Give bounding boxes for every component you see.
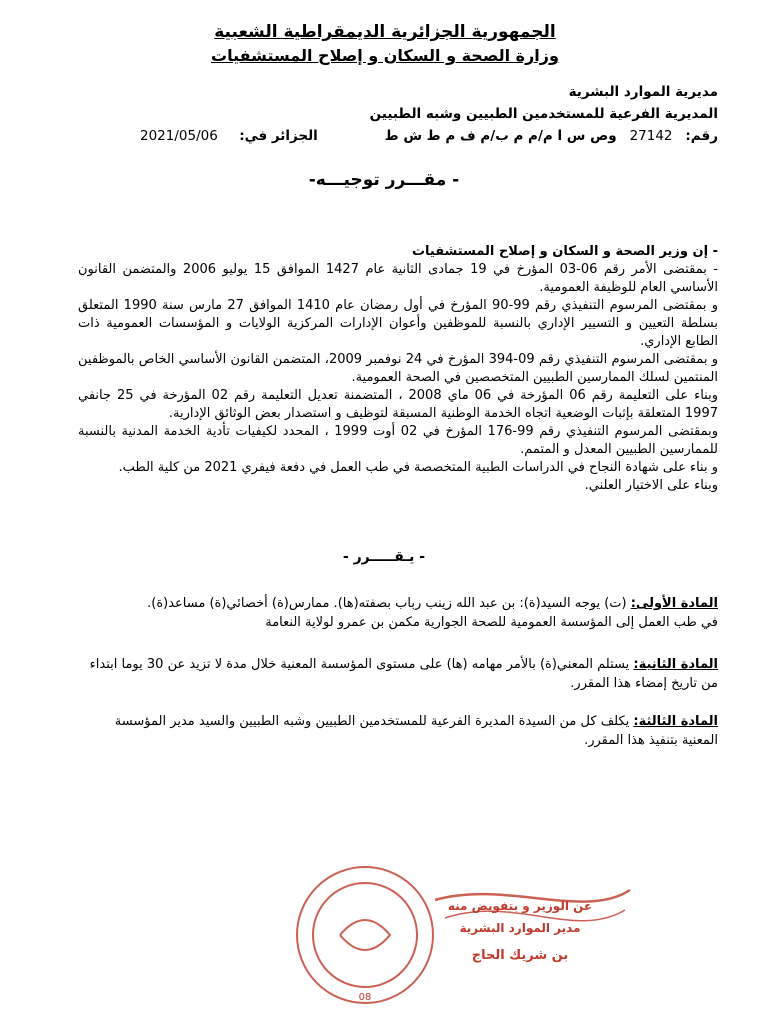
signature-line-2: مدير الموارد البشرية xyxy=(459,921,581,935)
signature-line-1: عن الوزير و بتفويض منه xyxy=(447,899,593,913)
sub-directorate-name: المديرية الفرعية للمستخدمين الطبيين وشبه الطبيين xyxy=(369,106,718,122)
signatory-name: بن شريك الحاج xyxy=(471,948,569,963)
stamp-number: 08 xyxy=(358,992,372,1003)
document-title: - مقـــرر توجيـــه- xyxy=(308,170,460,190)
ministry-header: وزارة الصحة و السكان و إصلاح المستشفيات xyxy=(211,46,559,65)
article-text-continued: في طب العمل إلى المؤسسة العمومية للصحة الجوارية مكمن بن عمرو لولاية النعامة xyxy=(265,615,718,630)
article-2 xyxy=(78,655,718,693)
minister-line: - إن وزير الصحة و السكان و إصلاح المستشفيات xyxy=(411,244,718,259)
article-text: يكلف كل من السيدة المديرة الفرعية للمستخدمين الطبيين وشبه الطبيين والسيد مدير المؤسسة المعنية بتنفيذ هذا المقرر. xyxy=(114,714,718,748)
preamble-paragraph: - بمقتضى الأمر رقم 06-03 المؤرخ في 19 جمادى الثانية عام 1427 الموافق 15 يوليو 2006 والمتضمن القانون الأساسي العام للوظيفة العمومية. xyxy=(78,262,719,295)
republic-header: الجمهورية الجزائرية الديمقراطية الشعبية xyxy=(214,22,556,42)
date-value: 2021/05/06 xyxy=(140,128,218,144)
date-label: الجزائر في: xyxy=(239,128,318,144)
article-text: يستلم المعني(ة) بالأمر مهامه (ها) على مستوى المؤسسة المعنية خلال مدة لا تزيد عن 30 يوما ابتداء من تاريخ إمضاء هذا المقرر. xyxy=(89,657,718,691)
directorate-name: مديرية الموارد البشرية xyxy=(568,84,718,100)
article-label: المادة الثانية: xyxy=(633,657,718,672)
stamp-outer-ring xyxy=(297,867,433,1003)
article-3 xyxy=(78,712,718,750)
stamp-inner-ring xyxy=(313,883,417,987)
reference-number: 27142 xyxy=(629,128,673,144)
article-label: المادة الثالثة: xyxy=(633,714,718,729)
date-line xyxy=(140,128,318,144)
preamble-paragraph: و بمقتضى المرسوم التنفيذي رقم 99-90 المؤرخ في أول رمضان عام 1410 الموافق 27 مارس سنة 1990 المتعلق بسلطة التعيين و التسيير الإداري بالنسبة للموظفين وأعوان الإدارات المركزية الولايات و المؤسسات العمومية ذات الطابع الإداري. xyxy=(78,298,718,349)
preamble-paragraph: وبناء على الاختيار العلني. xyxy=(584,478,718,493)
stamp-emblem xyxy=(340,920,390,950)
reference-line xyxy=(385,128,718,144)
article-text: (ت) يوجه السيد(ة): بن عبد الله زينب رباب بصفته(ها). ممارس(ة) أخصائي(ة) مساعد(ة). xyxy=(147,596,627,611)
article-1 xyxy=(78,594,718,632)
preamble-paragraph: و بناء على شهادة النجاح في الدراسات الطبية المتخصصة في طب العمل في دفعة فيفري 2021 من كلية الطب. xyxy=(118,460,718,475)
preamble xyxy=(78,243,718,495)
signature-block xyxy=(420,895,620,967)
reference-code: وص س ا م/م م ب/م ف م ط ش ط xyxy=(384,128,617,144)
article-label: المادة الأولى: xyxy=(630,596,718,611)
reference-label: رقم: xyxy=(685,128,718,144)
preamble-paragraph: وبناء على التعليمة رقم 06 المؤرخة في 06 ماي 2008 ، المتضمنة تعديل التعليمة رقم 02 المؤرخة في 25 جانفي 1997 المتعلقة بإثبات الوضعية اتجاه الخدمة الوطنية المسبقة لتوظيف و استصدار بعض الوثائق الإدارية. xyxy=(78,388,718,421)
preamble-paragraph: و بمقتضى المرسوم التنفيذي رقم 09-394 المؤرخ في 24 نوفمبر 2009، المتضمن القانون الأساسي الخاص بالموظفين المنتمين لسلك الممارسين الطبيين المتخصصين في الصحة العمومية. xyxy=(78,352,718,385)
preamble-paragraph: وبمقتضى المرسوم التنفيذي رقم 99-176 المؤرخ في 02 أوت 1999 ، المحدد لكيفيات تأدية الخدمة المدنية بالنسبة للممارسين الطبيين المعدل و المتمم. xyxy=(78,424,719,457)
decides-heading: - يـقـــــرر - xyxy=(342,549,426,565)
